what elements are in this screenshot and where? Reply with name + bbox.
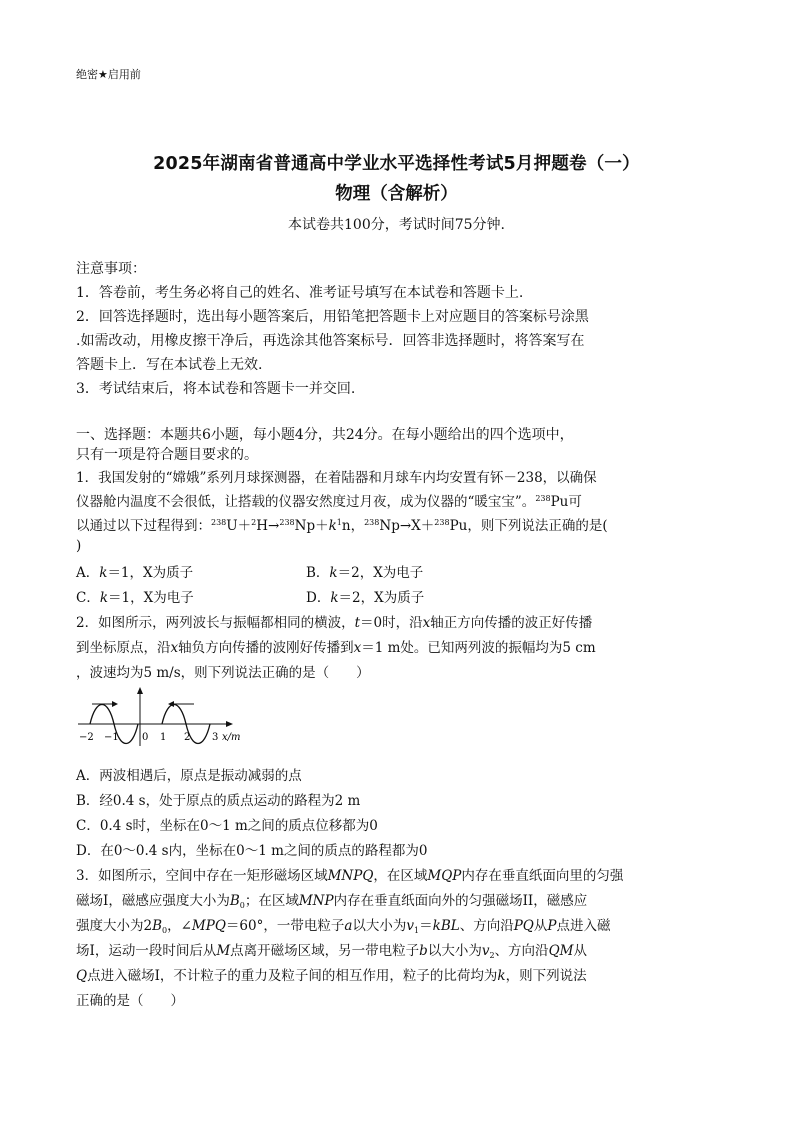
nuclear-reaction: $^{238}U+^2H\to^{238}Np+k^1n$，$^{238}$Np→X＋$^{238}$Pu — [211, 518, 468, 534]
q1-line3: 以通过以下过程得到：$^{238}U+^2H\to^{238}Np+k^1n$，$^{238}$Np→X＋$^{238}$Pu，则下列说法正确的是( — [76, 518, 608, 534]
exam-title-line2: 物理（含解析） — [335, 184, 458, 204]
q1-option-c: C．k＝1，X为电子 — [76, 590, 194, 606]
q3-line3: 强度大小为$2B_0$，∠MPQ＝60°，一带电粒子a以大小为$v_1=kBL$、方向沿PQ从P点进入磁 — [76, 918, 611, 935]
q3-line2: 磁场Ⅰ，磁感应强度大小为$B_0$；在区域MNP内存在垂直纸面向外的匀强磁场ⅠⅠ，磁感应 — [76, 893, 588, 910]
y-axis-arrowhead — [137, 687, 143, 694]
wave-diagram — [76, 684, 256, 750]
tick-label: −1 — [104, 732, 119, 743]
section-heading-cont: 只有一项是符合题目要求的。 — [76, 447, 258, 463]
q1-option-a: A．k＝1，X为质子 — [76, 565, 194, 581]
q1-line1: 1．我国发射的“嫦娥”系列月球探测器，在着陆器和月球车内均安置有钚－238，以确保 — [76, 470, 597, 486]
tick-label: 2 — [184, 732, 191, 743]
q3-line1: 3．如图所示，空间中存在一矩形磁场区域MNPQ，在区域MQP内存在垂直纸面向里的匀强 — [76, 868, 624, 884]
right-arrow-head — [112, 701, 118, 707]
notice-item: 答题卡上．写在本试卷上无效. — [76, 357, 263, 373]
notice-item: 2．回答选择题时，选出每小题答案后，用铅笔把答题卡上对应题目的答案标号涂黑 — [76, 309, 589, 325]
tick-label: 3 — [212, 732, 219, 743]
q2-option-b: B．经0.4 s，处于原点的质点运动的路程为2 m — [76, 793, 361, 809]
q2-line1: 2．如图所示，两列波长与振幅都相同的横波，t＝0时，沿x轴正方向传播的波正好传播 — [76, 615, 593, 631]
q2-line3: ，波速均为5 m/s，则下列说法正确的是（ ） — [76, 665, 370, 681]
exam-title-line1: 2025年湖南省普通高中学业水平选择性考试5月押题卷（一） — [153, 154, 640, 174]
q2-line2: 到坐标原点，沿x轴负方向传播的波刚好传播到x＝1 m处。已知两列波的振幅均为5 cm — [76, 640, 596, 656]
tick-label: −2 — [79, 732, 94, 743]
notice-item: 1．答卷前，考生务必将自己的姓名、准考证号填写在本试卷和答题卡上. — [76, 285, 524, 301]
q2-option-d: D．在0～0.4 s内，坐标在0～1 m之间的质点的路程都为0 — [76, 843, 428, 859]
axis-label: x/m — [222, 732, 241, 743]
q3-line6: 正确的是（ ） — [76, 993, 184, 1009]
notice-item: .如需改动，用橡皮擦干净后，再选涂其他答案标号．回答非选择题时，将答案写在 — [76, 333, 585, 349]
section-heading: 一、选择题：本题共6小题，每小题4分，共24分。在每小题给出的四个选项中， — [76, 427, 574, 443]
q1-option-b: B．k＝2，X为电子 — [306, 565, 424, 581]
q1-line2: 仪器舱内温度不会很低，让搭载的仪器安然度过月夜，成为仪器的“暖宝宝”。$^{238}$Pu可 — [76, 494, 582, 510]
q2-option-a: A．两波相遇后，原点是振动减弱的点 — [76, 768, 302, 784]
q3-line5: Q点进入磁场Ⅰ，不计粒子的重力及粒子间的相互作用，粒子的比荷均为k，则下列说法 — [76, 968, 587, 984]
tick-label: 0 — [142, 732, 149, 743]
q3-line4: 场Ⅰ，运动一段时间后从M点离开磁场区域，另一带电粒子b以大小为$v_2$、方向沿QM从 — [76, 943, 587, 960]
notice-heading: 注意事项： — [76, 261, 146, 277]
q1-option-d: D．k＝2，X为质子 — [306, 590, 425, 606]
q1-line4: ) — [76, 538, 82, 554]
notice-item: 3．考试结束后，将本试卷和答题卡一并交回. — [76, 381, 356, 397]
confidential-label: 绝密★启用前 — [76, 68, 141, 81]
q2-option-c: C．0.4 s时，坐标在0～1 m之间的质点位移都为0 — [76, 818, 378, 834]
x-axis-arrowhead — [226, 721, 233, 727]
exam-subtitle: 本试卷共100分，考试时间75分钟. — [288, 217, 505, 233]
tick-label: 1 — [160, 732, 167, 743]
